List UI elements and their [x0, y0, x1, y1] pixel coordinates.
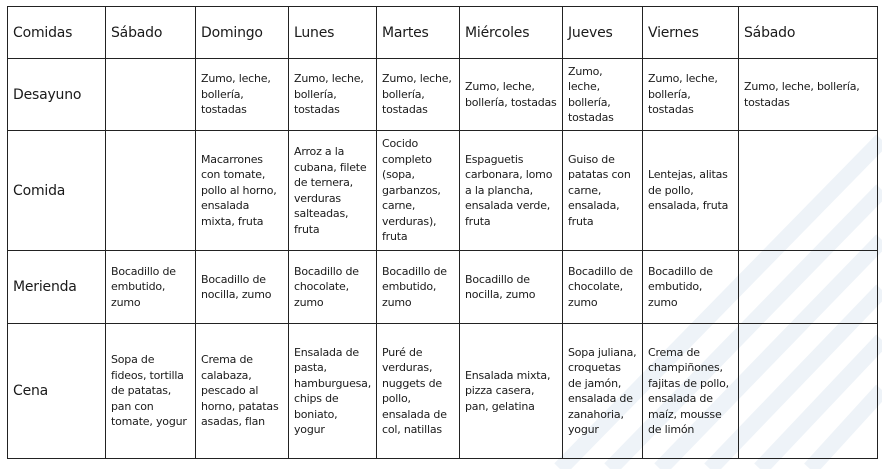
table-cell: Espaguetis carbonara, lomo a la plancha, ensalada verde, fruta	[460, 131, 563, 251]
table-row-desayuno	[8, 59, 878, 131]
table-cell: Zumo, leche, bollería, tostadas	[643, 59, 739, 131]
row-label: Desayuno	[8, 59, 106, 131]
table-cell: Bocadillo de nocilla, zumo	[460, 251, 563, 324]
table-cell: Zumo, leche, bollería, tostadas	[377, 59, 460, 131]
header-row	[8, 7, 878, 59]
table-cell	[739, 251, 878, 324]
header-cell: Sábado	[106, 7, 196, 59]
table-cell: Zumo, leche, bollería, tostadas	[563, 59, 643, 131]
table-cell: Crema de calabaza, pescado al horno, patatas asadas, flan	[196, 324, 289, 459]
header-cell: Domingo	[196, 7, 289, 59]
table-cell: Bocadillo de chocolate, zumo	[289, 251, 377, 324]
header-cell: Martes	[377, 7, 460, 59]
table-cell: Zumo, leche, bollería, tostadas	[460, 59, 563, 131]
table-cell	[106, 59, 196, 131]
header-cell: Viernes	[643, 7, 739, 59]
table-cell: Crema de champiñones, fajitas de pollo, ensalada de maíz, mousse de limón	[643, 324, 739, 459]
header-cell: Miércoles	[460, 7, 563, 59]
table-row-merienda	[8, 251, 878, 324]
table-cell: Bocadillo de chocolate, zumo	[563, 251, 643, 324]
table-cell: Sopa de fideos, tortilla de patatas, pan con tomate, yogur	[106, 324, 196, 459]
row-label: Merienda	[8, 251, 106, 324]
header-cell: Jueves	[563, 7, 643, 59]
table-cell: Macarrones con tomate, pollo al horno, ensalada mixta, fruta	[196, 131, 289, 251]
table-cell: Zumo, leche, bollería, tostadas	[289, 59, 377, 131]
table-cell: Bocadillo de nocilla, zumo	[196, 251, 289, 324]
table-cell: Sopa juliana, croquetas de jamón, ensalada de zanahoria, yogur	[563, 324, 643, 459]
meal-plan-table	[7, 6, 878, 459]
table-cell	[106, 131, 196, 251]
table-cell: Lentejas, alitas de pollo, ensalada, fruta	[643, 131, 739, 251]
row-label: Comida	[8, 131, 106, 251]
table-cell: Arroz a la cubana, filete de ternera, verduras salteadas, fruta	[289, 131, 377, 251]
table-row-cena	[8, 324, 878, 459]
table-cell	[739, 324, 878, 459]
table-cell: Guiso de patatas con carne, ensalada, fruta	[563, 131, 643, 251]
table-row-comida	[8, 131, 878, 251]
table-cell: Ensalada de pasta, hamburguesa, chips de boniato, yogur	[289, 324, 377, 459]
table-cell: Bocadillo de embutido, zumo	[106, 251, 196, 324]
table-cell: Bocadillo de embutido, zumo	[643, 251, 739, 324]
table-cell: Puré de verduras, nuggets de pollo, ensalada de col, natillas	[377, 324, 460, 459]
table-cell	[739, 131, 878, 251]
header-cell: Lunes	[289, 7, 377, 59]
header-cell: Sábado	[739, 7, 878, 59]
header-cell: Comidas	[8, 7, 106, 59]
table-cell: Bocadillo de embutido, zumo	[377, 251, 460, 324]
row-label: Cena	[8, 324, 106, 459]
table-cell: Zumo, leche, bollería, tostadas	[196, 59, 289, 131]
table-cell: Ensalada mixta, pizza casera, pan, gelatina	[460, 324, 563, 459]
table-cell: Zumo, leche, bollería, tostadas	[739, 59, 878, 131]
table-cell: Cocido completo (sopa, garbanzos, carne, verduras), fruta	[377, 131, 460, 251]
